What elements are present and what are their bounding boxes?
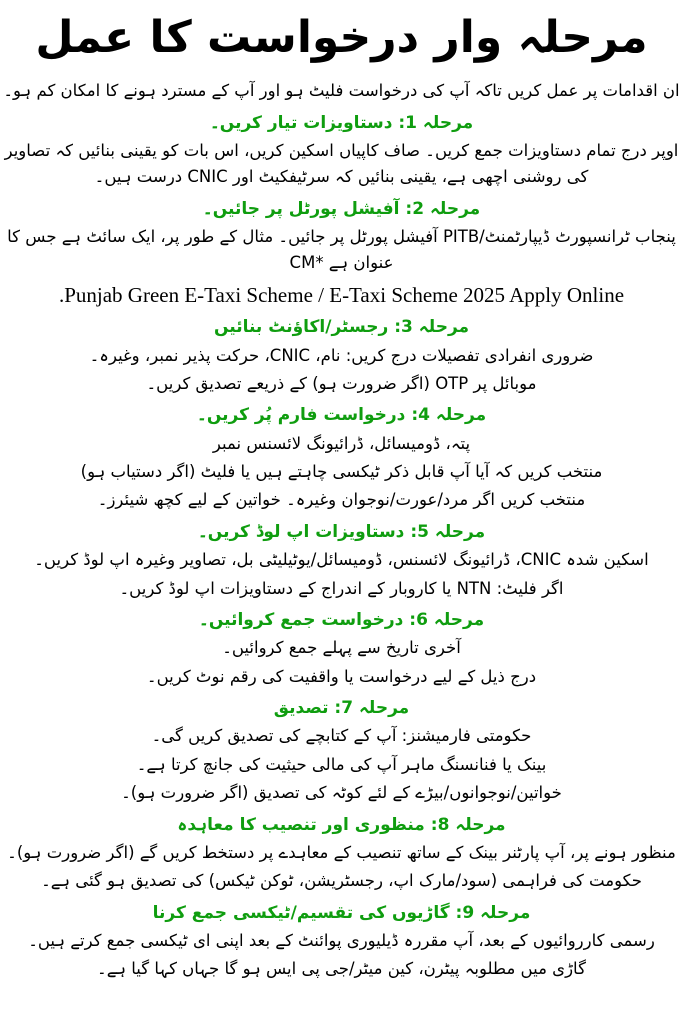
- step-6-line-1: آخری تاریخ سے پہلے جمع کروائیں۔: [222, 638, 461, 658]
- step-7-line-3: خواتین/نوجوانوں/بیڑے کے لئے کوٹہ کی تصدیق (اگر ضرورت ہو)۔: [121, 783, 562, 803]
- step-5-line-2: اگر فلیٹ: NTN یا کاروبار کے اندراج کے دستاویزات اپ لوڈ کریں۔: [119, 578, 564, 598]
- step-6-heading: مرحلہ 6: درخواست جمع کروائیں۔: [198, 609, 485, 630]
- intro-text: ان اقدامات پر عمل کریں تاکہ آپ کی درخواست فلیٹ ہو اور آپ کے مسترد ہونے کا امکان کم ہو۔: [3, 81, 680, 101]
- page-title: مرحلہ وار درخواست کا عمل: [35, 12, 648, 63]
- step-4-heading: مرحلہ 4: درخواست فارم پُر کریں۔: [196, 405, 487, 426]
- step-8-heading: مرحلہ 8: منظوری اور تنصیب کا معاہدہ: [177, 814, 506, 835]
- step-9-line-1: رسمی کارروائیوں کے بعد، آپ مقررہ ڈیلیوری پوائنٹ کے بعد اپنی ای ٹیکسی جمع کرتے ہیں۔: [28, 931, 655, 951]
- step-8-line-1: منظور ہونے پر، آپ پارٹنر بینک کے ساتھ تنصیب کے معاہدے پر دستخط کریں گے (اگر ضرورت ہو)۔: [7, 842, 676, 862]
- step-7-line-2: بینک یا فنانسنگ ماہر آپ کی مالی حیثیت کی جانچ کرتا ہے۔: [136, 754, 547, 774]
- step-2-line-2: Punjab Green E-Taxi Scheme / E-Taxi Scheme 2025 Apply Online.: [58, 282, 625, 307]
- step-5-line-1: اسکین شدہ CNIC، ڈرائیونگ لائسنس، ڈومیسائل/یوٹیلیٹی بل، تصاویر وغیرہ اپ لوڈ کریں۔: [34, 550, 649, 570]
- step-3-line-2: موبائل پر OTP (اگر ضرورت ہو) کے ذریعے تصدیق کریں۔: [146, 373, 537, 393]
- step-6-line-2: درج ذیل کے لیے درخواست یا واقفیت کی رقم نوٹ کریں۔: [146, 666, 537, 686]
- step-4-line-3: منتخب کریں اگر مرد/عورت/نوجوان وغیرہ۔ خواتین کے لیے کچھ شیئرز۔: [97, 490, 586, 510]
- step-4-line-2: منتخب کریں کہ آیا آپ قابل ذکر ٹیکسی چاہتے ہیں یا فلیٹ (اگر دستیاب ہو): [80, 462, 603, 482]
- step-9-line-2: گاڑی میں مطلوبہ پیٹرن، کین میٹر/جی پی ایس ہو گا جہاں کہا گیا ہے۔: [97, 959, 586, 979]
- step-7-heading: مرحلہ 7: تصدیق: [273, 698, 410, 719]
- step-1-heading: مرحلہ 1: دستاویزات تیار کریں۔: [209, 112, 474, 133]
- step-4-line-1: پتہ، ڈومیسائل، ڈرائیونگ لائسنس نمبر: [212, 433, 471, 453]
- step-2-heading: مرحلہ 2: آفیشل پورٹل پر جائیں۔: [202, 198, 481, 219]
- step-1-line-1: اوپر درج تمام دستاویزات جمع کریں۔ صاف کاپیاں اسکین کریں، اس بات کو یقینی بنائیں کہ تصاویر کی روشنی اچھی ہے، یقینی بنائیں کہ سرٹیفکیٹ اور CNIC درست ہیں۔: [4, 140, 679, 187]
- step-8-line-2: حکومت کی فراہمی (سود/مارک اپ، رجسٹریشن، ٹوکن ٹیکس) کی تصدیق ہو گئی ہے۔: [41, 871, 642, 891]
- steps-container: [3, 110, 680, 983]
- step-5-heading: مرحلہ 5: دستاویزات اپ لوڈ کریں۔: [197, 521, 486, 542]
- step-3-line-1: ضروری انفرادی تفصیلات درج کریں: نام، CNIC، حرکت پذیر نمبر، وغیرہ۔: [89, 345, 594, 365]
- step-7-line-1: حکومتی فارمیشنز: آپ کے کتابچے کی تصدیق کریں گی۔: [151, 726, 532, 746]
- step-2-line-1: پنجاب ٹرانسپورٹ ڈیپارٹمنٹ/PITB آفیشل پورٹل پر جائیں۔ مثال کے طور پر، ایک سائٹ ہے جس کا عنوان ہے *CM: [7, 227, 676, 273]
- step-9-heading: مرحلہ 9: گاڑیوں کی تقسیم/ٹیکسی جمع کرنا: [152, 902, 531, 923]
- step-3-heading: مرحلہ 3: رجسٹر/اکاؤنٹ بنائیں: [213, 317, 470, 338]
